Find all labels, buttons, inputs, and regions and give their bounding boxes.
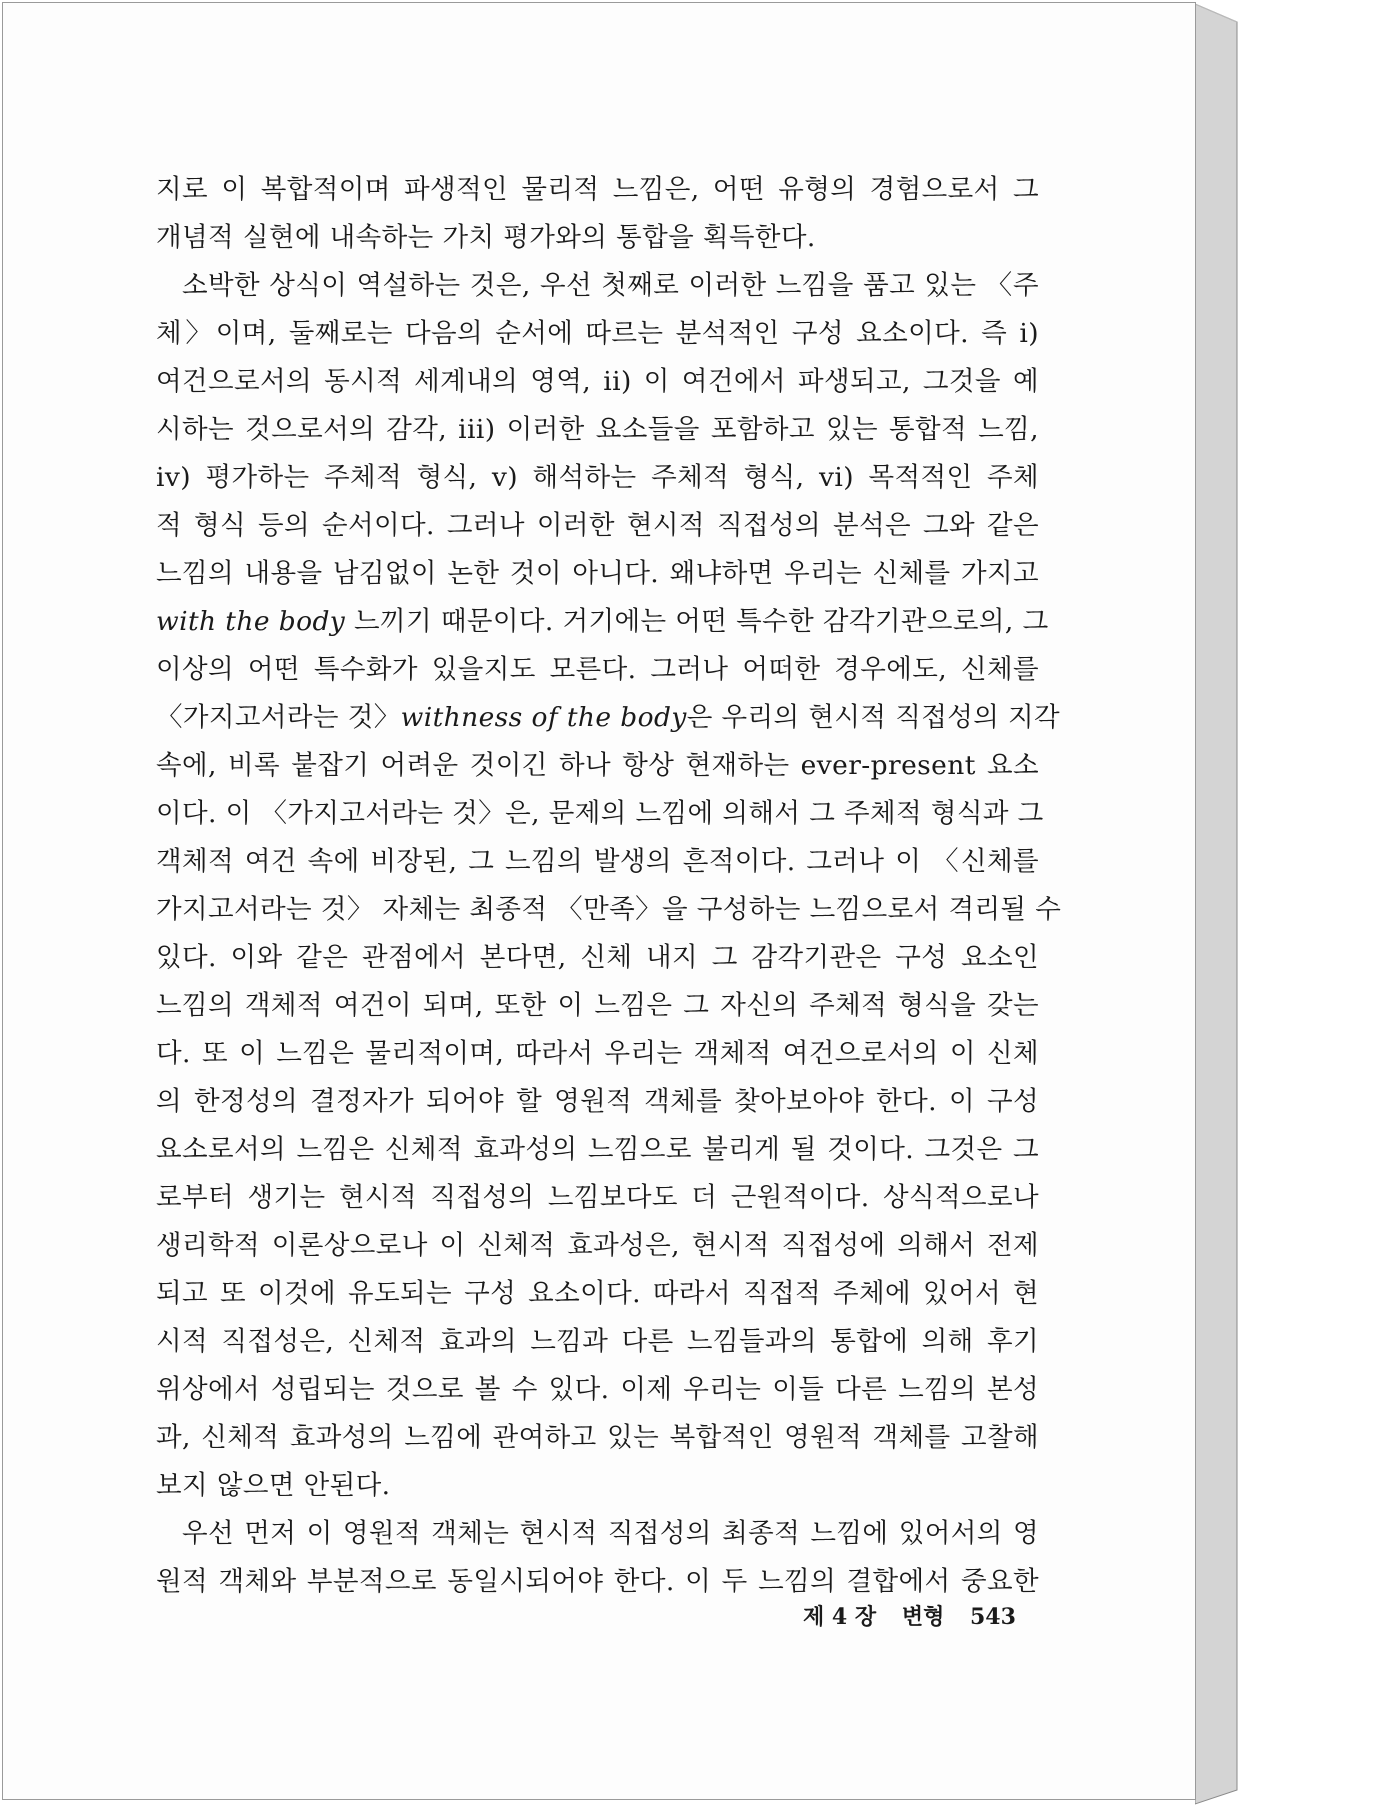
text-fragment: 느끼기 때문이다. 거기에는 어떤 특수한 감각기관으로의, 그 <box>345 606 1049 637</box>
text-line <box>156 1030 1039 1078</box>
text-fragment: 속에, 비록 붙잡기 어려운 것이긴 하나 항상 현재하는 ever-present 요소 <box>156 750 1039 781</box>
text-fragment: 가지고서라는 것〉 자체는 최종적 〈만족〉을 구성하는 느낌으로서 격리될 수 <box>156 894 1062 925</box>
text-fragment: 느낌의 객체적 여건이 되며, 또한 이 느낌은 그 자신의 주체적 형식을 갖는 <box>156 990 1039 1021</box>
text-line <box>156 358 1039 406</box>
chapter-title: 변형 <box>901 1604 945 1630</box>
text-line <box>156 1510 1039 1558</box>
text-fragment: 위상에서 성립되는 것으로 볼 수 있다. 이제 우리는 이들 다른 느낌의 본성 <box>156 1374 1039 1405</box>
text-fragment: 〈가지고서라는 것〉 <box>156 702 401 733</box>
text-fragment: 의 한정성의 결정자가 되어야 할 영원적 객체를 찾아보아야 한다. 이 구성 <box>156 1086 1039 1117</box>
text-line <box>156 694 1061 742</box>
text-line <box>156 1414 1039 1462</box>
text-fragment: 다. 또 이 느낌은 물리적이며, 따라서 우리는 객체적 여건으로서의 이 신체 <box>156 1038 1039 1069</box>
text-fragment: iv) 평가하는 주체적 형식, v) 해석하는 주체적 형식, vi) 목적적인 주체 <box>156 462 1039 493</box>
text-fragment: 과, 신체적 효과성의 느낌에 관여하고 있는 복합적인 영원적 객체를 고찰해 <box>156 1422 1039 1453</box>
text-line <box>156 1558 1039 1606</box>
chapter-label: 제 4 장 <box>803 1604 877 1630</box>
text-line <box>156 1318 1039 1366</box>
text-fragment: 시적 직접성은, 신체적 효과의 느낌과 다른 느낌들과의 통합에 의해 후기 <box>156 1326 1039 1357</box>
text-fragment: 체〉이며, 둘째로는 다음의 순서에 따르는 분석적인 구성 요소이다. 즉 i) <box>156 318 1039 349</box>
text-line <box>156 886 1062 934</box>
text-fragment: 우선 먼저 이 영원적 객체는 현시적 직접성의 최종적 느낌에 있어서의 영 <box>182 1518 1039 1549</box>
english-term: withness of the body <box>400 702 687 733</box>
text-fragment: 개념적 실현에 내속하는 가치 평가와의 통합을 획득한다. <box>156 222 816 253</box>
text-line <box>156 1174 1039 1222</box>
text-fragment: 보지 않으면 안된다. <box>156 1470 391 1501</box>
text-fragment: 객체적 여건 속에 비장된, 그 느낌의 발생의 흔적이다. 그러나 이 〈신체를 <box>156 846 1039 877</box>
text-line <box>156 1078 1039 1126</box>
text-line <box>156 502 1039 550</box>
text-line <box>156 838 1039 886</box>
text-line <box>156 1270 1039 1318</box>
text-line <box>156 406 1039 454</box>
text-line <box>156 598 1049 646</box>
text-fragment: 요소로서의 느낌은 신체적 효과성의 느낌으로 불리게 될 것이다. 그것은 그 <box>156 1134 1039 1165</box>
body-text <box>156 166 1062 1606</box>
text-line <box>156 166 1039 214</box>
text-fragment: 소박한 상식이 역설하는 것은, 우선 첫째로 이러한 느낌을 품고 있는 〈주 <box>182 270 1039 301</box>
text-fragment: 은 우리의 현시적 직접성의 지각 <box>686 702 1061 733</box>
text-line <box>156 214 1039 262</box>
book-page <box>2 2 1196 1800</box>
text-line <box>156 262 1039 310</box>
text-line <box>156 1462 1039 1510</box>
text-line <box>156 1126 1039 1174</box>
text-line <box>156 934 1039 982</box>
text-fragment: 있다. 이와 같은 관점에서 본다면, 신체 내지 그 감각기관은 구성 요소인 <box>156 942 1039 973</box>
text-fragment: 생리학적 이론상으로나 이 신체적 효과성은, 현시적 직접성에 의해서 전제 <box>156 1230 1039 1261</box>
text-line <box>156 310 1039 358</box>
text-line <box>156 790 1044 838</box>
text-fragment: 로부터 생기는 현시적 직접성의 느낌보다도 더 근원적이다. 상식적으로나 <box>156 1182 1039 1213</box>
text-fragment: 느낌의 내용을 남김없이 논한 것이 아니다. 왜냐하면 우리는 신체를 가지고 <box>156 558 1039 589</box>
english-term: with the body <box>156 606 346 637</box>
text-line <box>156 646 1039 694</box>
text-fragment: 이상의 어떤 특수화가 있을지도 모른다. 그러나 어떠한 경우에도, 신체를 <box>156 654 1039 685</box>
text-fragment: 지로 이 복합적이며 파생적인 물리적 느낌은, 어떤 유형의 경험으로서 그 <box>156 174 1039 205</box>
text-fragment: 이다. 이 〈가지고서라는 것〉은, 문제의 느낌에 의해서 그 주체적 형식과 그 <box>156 798 1044 829</box>
text-fragment: 되고 또 이것에 유도되는 구성 요소이다. 따라서 직접적 주체에 있어서 현 <box>156 1278 1039 1309</box>
text-line <box>156 1366 1039 1414</box>
book-edge <box>1195 0 1245 1806</box>
text-line <box>156 742 1039 790</box>
text-line <box>156 982 1039 1030</box>
text-line <box>156 1222 1039 1270</box>
text-line <box>156 550 1039 598</box>
text-line <box>156 454 1039 502</box>
page-footer <box>803 1600 1034 1631</box>
text-fragment: 원적 객체와 부분적으로 동일시되어야 한다. 이 두 느낌의 결합에서 중요한 <box>156 1566 1039 1597</box>
text-fragment: 적 형식 등의 순서이다. 그러나 이러한 현시적 직접성의 분석은 그와 같은 <box>156 510 1039 541</box>
text-fragment: 시하는 것으로서의 감각, iii) 이러한 요소들을 포함하고 있는 통합적 느낌, <box>156 414 1039 445</box>
page-number: 543 <box>970 1604 1016 1630</box>
text-fragment: 여건으로서의 동시적 세계내의 영역, ii) 이 여건에서 파생되고, 그것을 예 <box>156 366 1039 397</box>
